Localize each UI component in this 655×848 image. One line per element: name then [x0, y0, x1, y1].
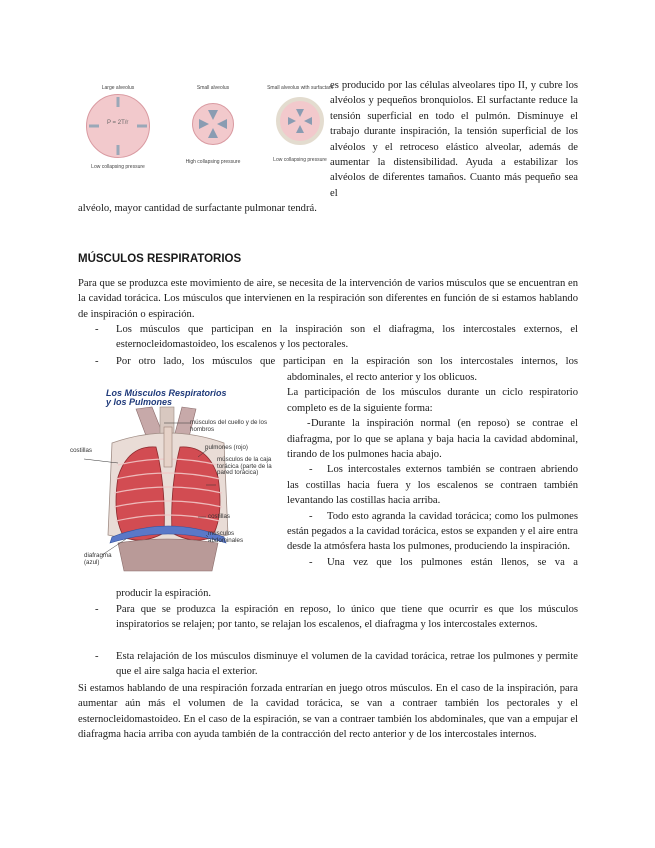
pressure-arrows — [193, 104, 233, 144]
figure-title-line: y los Pulmones — [106, 397, 173, 407]
alveolus-large-panel — [78, 85, 158, 170]
panel-pressure: Low collapsing pressure — [273, 157, 327, 163]
item-cavity-expands — [287, 509, 578, 555]
bullet-inspiration-muscles: Los músculos que participan en la inspiración son el diafragma, los intercostales externos, el esternocleidomastoideo, los escalenos y los pectorales. — [116, 324, 578, 351]
pressure-arrows — [280, 101, 320, 141]
continuation-line: producir la espiración. — [116, 588, 212, 599]
bullet-dash: - — [95, 604, 99, 615]
panel-pressure: Low collapsing pressure — [91, 164, 145, 170]
alveoli-figure — [78, 85, 333, 188]
panel-pressure: High collapsing pressure — [185, 159, 241, 165]
line-abdominales: abdominales, el recto anterior y los oblicuos. — [287, 372, 478, 383]
bullet-dash: - — [309, 510, 313, 522]
bullet-dash: - — [95, 324, 99, 335]
label-neck-muscles: músculos del cuello y de los hombros — [190, 419, 268, 433]
large-alveolus — [86, 94, 150, 158]
item-text: Una vez que los pulmones están llenos, se va a — [327, 556, 578, 568]
bullet-dash: - — [95, 651, 99, 662]
item-text: Los intercostales externos también se contraen abriendo las costillas hacia fuera y los escalenos se contraen también levantando las costillas hacia arriba. — [287, 464, 578, 507]
item-diaphragm — [287, 416, 578, 462]
label-ribs-left: costillas — [70, 447, 93, 454]
item-text: Todo esto agranda la cavidad torácica; como los pulmones están pegados a la cavidad torácica, estos se expanden y el aire entra desde la atmósfera hasta los pulmones, produciendo la inspiración. — [287, 510, 578, 553]
panel-title: Small alveolus with surfactant — [267, 85, 333, 91]
bullet-expiration-muscles: Por otro lado, los músculos que participan en la espiración son los intercostales internos, los — [116, 356, 578, 367]
label-lungs: pulmones (rojo) — [205, 444, 248, 451]
alveolus-small-panel — [173, 85, 253, 165]
bullet-rest-expiration: Para que se produzca la espiración en reposo, lo único que tiene que ocurrir es que los músculos inspiratorios se relajen; por tanto, se relajan los escalenos, el diafragma y los intercostales externos. — [116, 604, 578, 631]
section-title: MÚSCULOS RESPIRATORIOS — [78, 253, 242, 265]
right-column — [287, 370, 578, 570]
label-diaphragm: diafragma (azul) — [84, 552, 112, 566]
panel-title: Large alveolus — [101, 85, 135, 91]
label-chest-wall-muscles: músculos de la caja torácica (parte de la pared torácica) — [217, 456, 272, 477]
paragraph-forced-breathing: Si estamos hablando de una respiración forzada entrarían en juego otros músculos. En el caso de la inspiración, para aumentar aún más el volumen de la cavidad torácica, se van a contraer también los pectorales y el esternocleidomastoideo. En el caso de la espiración, se van a contraer también los abdominales, que van a empujar el diafragma hacia arriba con ayuda también de la contracción del recto anterior y de los intercostales internos. — [78, 683, 578, 741]
bullet-dash: - — [309, 464, 313, 476]
intro-last-line: alvéolo, mayor cantidad de surfactante pulmonar tendrá. — [78, 203, 317, 214]
item-external-intercostals — [287, 462, 578, 508]
panel-title: Small alveolus — [196, 85, 230, 91]
bullet-dash: - — [309, 556, 313, 568]
item-text: Durante la inspiración normal (en reposo) se contrae el diafragma, por lo que se aplana y baja hacia la cavidad abdominal, tirando de los pulmones hacia abajo. — [287, 418, 578, 461]
surfactant-alveolus — [276, 97, 324, 145]
label-abdominal-muscles: músculos abdominales — [208, 530, 244, 544]
bullet-relaxation: Esta relajación de los músculos disminuye el volumen de la cavidad torácica, retrae los pulmones y permite que el aire salga hacia el exterior. — [116, 651, 578, 678]
lungs-illustration — [78, 387, 280, 572]
lungs-muscles-figure — [70, 387, 280, 572]
figure-title-line: Los Músculos Respiratorios — [106, 388, 227, 398]
paragraph-intro-muscles: Para que se produzca este movimiento de aire, se necesita de la intervención de varios músculos que se encuentran en la cavidad torácica. Los músculos que intervienen en la respiración son diferentes en función de si estamos hablando de inspiración o espiración. — [78, 278, 578, 320]
alveolus-surfactant-panel — [260, 85, 340, 163]
small-alveolus — [192, 103, 234, 145]
item-lungs-full — [287, 555, 578, 570]
label-ribs-right: costillas — [208, 513, 231, 520]
intro-text: es producido por las células alveolares tipo II, y cubre los alvéolos y pequeños bronquiolos. El surfactante reduce la tensión superficial en todo el pulmón. Disminuye el trabajo durante inspiración, la tensión superficial de los alvéolos y el retroceso elástico alveolar, además de aumentar la distensibilidad. Ayuda a estabilizar los alvéolos de diferentes tamaños. Cuanto más pequeño sea el — [330, 80, 578, 199]
pressure-arrows — [87, 95, 149, 157]
bullet-dash: - — [307, 418, 311, 430]
paragraph-cycle: La participación de los músculos durante un ciclo respiratorio completo es de la siguiente forma: — [287, 387, 578, 414]
laplace-label: P = 2T/r — [107, 120, 129, 126]
bullet-dash: - — [95, 356, 99, 367]
